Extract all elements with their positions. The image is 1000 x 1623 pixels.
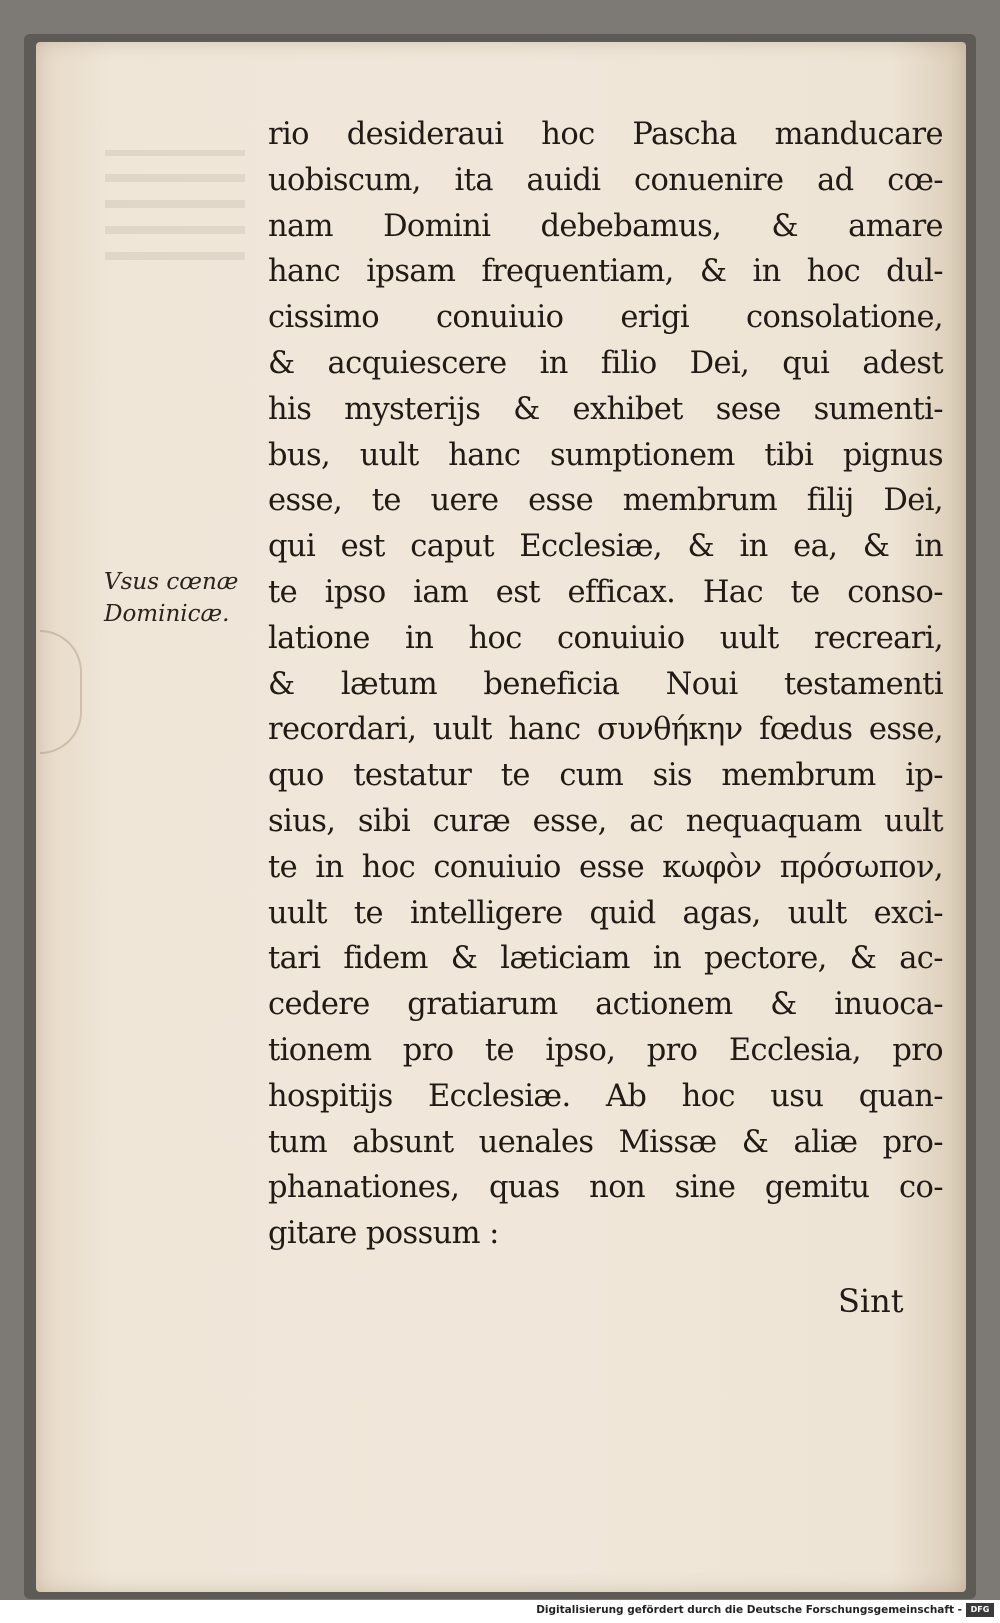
catchword: Sint bbox=[838, 1282, 904, 1320]
dfg-logo-icon: DFG bbox=[966, 1603, 994, 1617]
text-line: uult te intelligere quid agas, uult exci- bbox=[268, 895, 943, 931]
text-line: bus, uult hanc sumptionem tibi pignus bbox=[268, 437, 943, 473]
text-line: tari fidem & læticiam in pectore, & ac- bbox=[268, 941, 943, 977]
text-line: recordari, uult hanc συνθήκην fœdus esse, bbox=[268, 712, 943, 748]
text-line: quo testatur te cum sis membrum ip- bbox=[268, 758, 943, 794]
text-line: rio desideraui hoc Pascha manducare bbox=[268, 117, 943, 152]
text-line: qui est caput Ecclesiæ, & in ea, & in bbox=[268, 529, 943, 565]
margin-note-line: Dominicæ. bbox=[104, 601, 230, 627]
text-line: & acquiescere in filio Dei, qui adest bbox=[268, 345, 943, 381]
text-line: esse, te uere esse membrum filij Dei, bbox=[268, 483, 943, 519]
footer-credit: Digitalisierung gefördert durch die Deutsche Forschungsgemeinschaft - bbox=[536, 1604, 962, 1616]
text-line: te ipso iam est efficax. Hac te conso- bbox=[268, 574, 943, 610]
text-line: hanc ipsam frequentiam, & in hoc dul- bbox=[268, 254, 943, 290]
text-line: & lætum beneficia Noui testamenti bbox=[268, 666, 943, 702]
text-line: uobiscum, ita auidi conuenire ad cœ- bbox=[268, 162, 943, 198]
text-line: cissimo conuiuio erigi consolatione, bbox=[268, 300, 943, 336]
margin-note bbox=[104, 566, 274, 630]
text-line: cedere gratiarum actionem & inuoca- bbox=[268, 987, 943, 1023]
text-line: hospitijs Ecclesiæ. Ab hoc usu quan- bbox=[268, 1078, 943, 1114]
text-line: latione in hoc conuiuio uult recreari, bbox=[268, 620, 943, 656]
text-line: te in hoc conuiuio esse κωφὸν πρόσωπον, bbox=[268, 849, 943, 885]
text-line: gitare possum : bbox=[268, 1216, 499, 1252]
margin-note-line: Vsus cœnæ bbox=[104, 569, 239, 595]
text-line: phanationes, quas non sine gemitu co- bbox=[268, 1170, 943, 1206]
ink-bleed-through bbox=[105, 150, 245, 260]
text-line: tum absunt uenales Missæ & aliæ pro- bbox=[268, 1124, 943, 1160]
body-text bbox=[268, 112, 943, 1257]
text-line: his mysterijs & exhibet sese sumenti- bbox=[268, 391, 943, 427]
text-line: tionem pro te ipso, pro Ecclesia, pro bbox=[268, 1032, 943, 1068]
text-line: nam Domini debebamus, & amare bbox=[268, 208, 943, 244]
text-line: sius, sibi curæ esse, ac nequaquam uult bbox=[268, 803, 943, 839]
